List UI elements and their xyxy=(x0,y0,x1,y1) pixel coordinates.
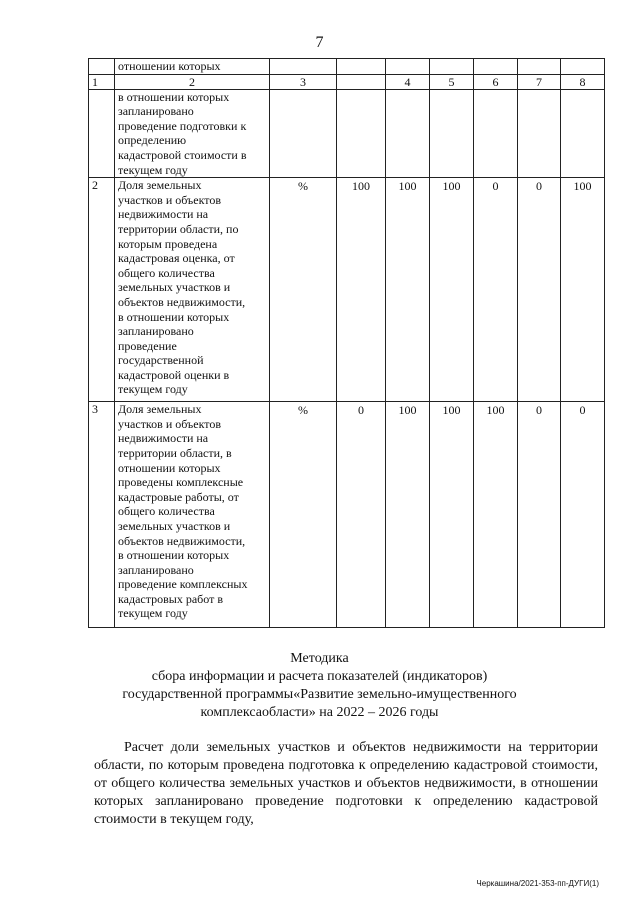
table-row-column-numbers xyxy=(89,74,605,89)
indicators-table xyxy=(88,58,605,628)
column-number-cell: 6 xyxy=(474,74,518,89)
continued-text-cell: отношении которых xyxy=(115,59,270,75)
value-cell: 100 xyxy=(430,178,474,402)
column-number-cell: 2 xyxy=(115,74,270,89)
value-cell: 100 xyxy=(386,178,430,402)
value-cell: 100 xyxy=(337,178,386,402)
row-number-cell: 3 xyxy=(89,402,115,628)
unit-cell: % xyxy=(270,402,337,628)
value-cell: 100 xyxy=(386,402,430,628)
row-number-cell: 2 xyxy=(89,178,115,402)
value-cell: 0 xyxy=(518,402,561,628)
column-number-cell: 7 xyxy=(518,74,561,89)
value-cell: 100 xyxy=(561,178,605,402)
column-number-cell: 5 xyxy=(430,74,474,89)
indicator-name-cell: Доля земельных участков и объектов недвижимости на территории области, по которым проведена кадастровая оценка, от общего количества земельных участков и объектов недвижимости, в отношении которых запланировано проведение государственной кадастровой оценки в текущем году xyxy=(115,178,270,402)
table-row-continued xyxy=(89,59,605,75)
methodology-title: Методика xyxy=(290,651,349,666)
indicator-name-cell: Доля земельных участков и объектов недвижимости на территории области, в отношении которых проведены комплексные кадастровые работы, от общего количества земельных участков и объектов недвижимости, в отношении которых запланировано проведение комплексных кадастровых работ в текущем году xyxy=(115,402,270,628)
value-cell: 0 xyxy=(561,402,605,628)
value-cell: 0 xyxy=(518,178,561,402)
column-number-cell: 3 xyxy=(270,74,337,89)
table-row xyxy=(89,402,605,628)
body-paragraph: Расчет доли земельных участков и объектов недвижимости на территории области, по которым проведена подготовка к определению кадастровой стоимости, от общего количества земельных участков и объектов недвижимости, в отношении которых запланировано проведение подготовки к определению кадастровой стоимости в текущем году, xyxy=(94,740,598,827)
table-row-tail xyxy=(89,89,605,178)
value-cell: 100 xyxy=(474,402,518,628)
column-number-cell: 1 xyxy=(89,74,115,89)
value-cell: 0 xyxy=(474,178,518,402)
methodology-subtitle-line: комплексаобласти» на 2022 – 2026 годы xyxy=(200,705,439,720)
column-number-cell: 8 xyxy=(561,74,605,89)
unit-cell: % xyxy=(270,178,337,402)
table-row xyxy=(89,178,605,402)
methodology-subtitle-line: сбора информации и расчета показателей (индикаторов) xyxy=(151,669,488,684)
document-code: Черкашина/2021-353-пп-ДУГИ(1) xyxy=(476,879,599,888)
value-cell: 100 xyxy=(430,402,474,628)
indicator-name-cell: в отношении которых запланировано проведение подготовки к определению кадастровой стоимости в текущем году xyxy=(115,89,270,178)
methodology-heading xyxy=(0,650,639,722)
page-number: 7 xyxy=(315,34,324,51)
column-number-cell: 4 xyxy=(386,74,430,89)
column-number-cell xyxy=(337,74,386,89)
value-cell: 0 xyxy=(337,402,386,628)
methodology-subtitle-line: государственной программы«Развитие земельно-имущественного xyxy=(122,687,517,702)
